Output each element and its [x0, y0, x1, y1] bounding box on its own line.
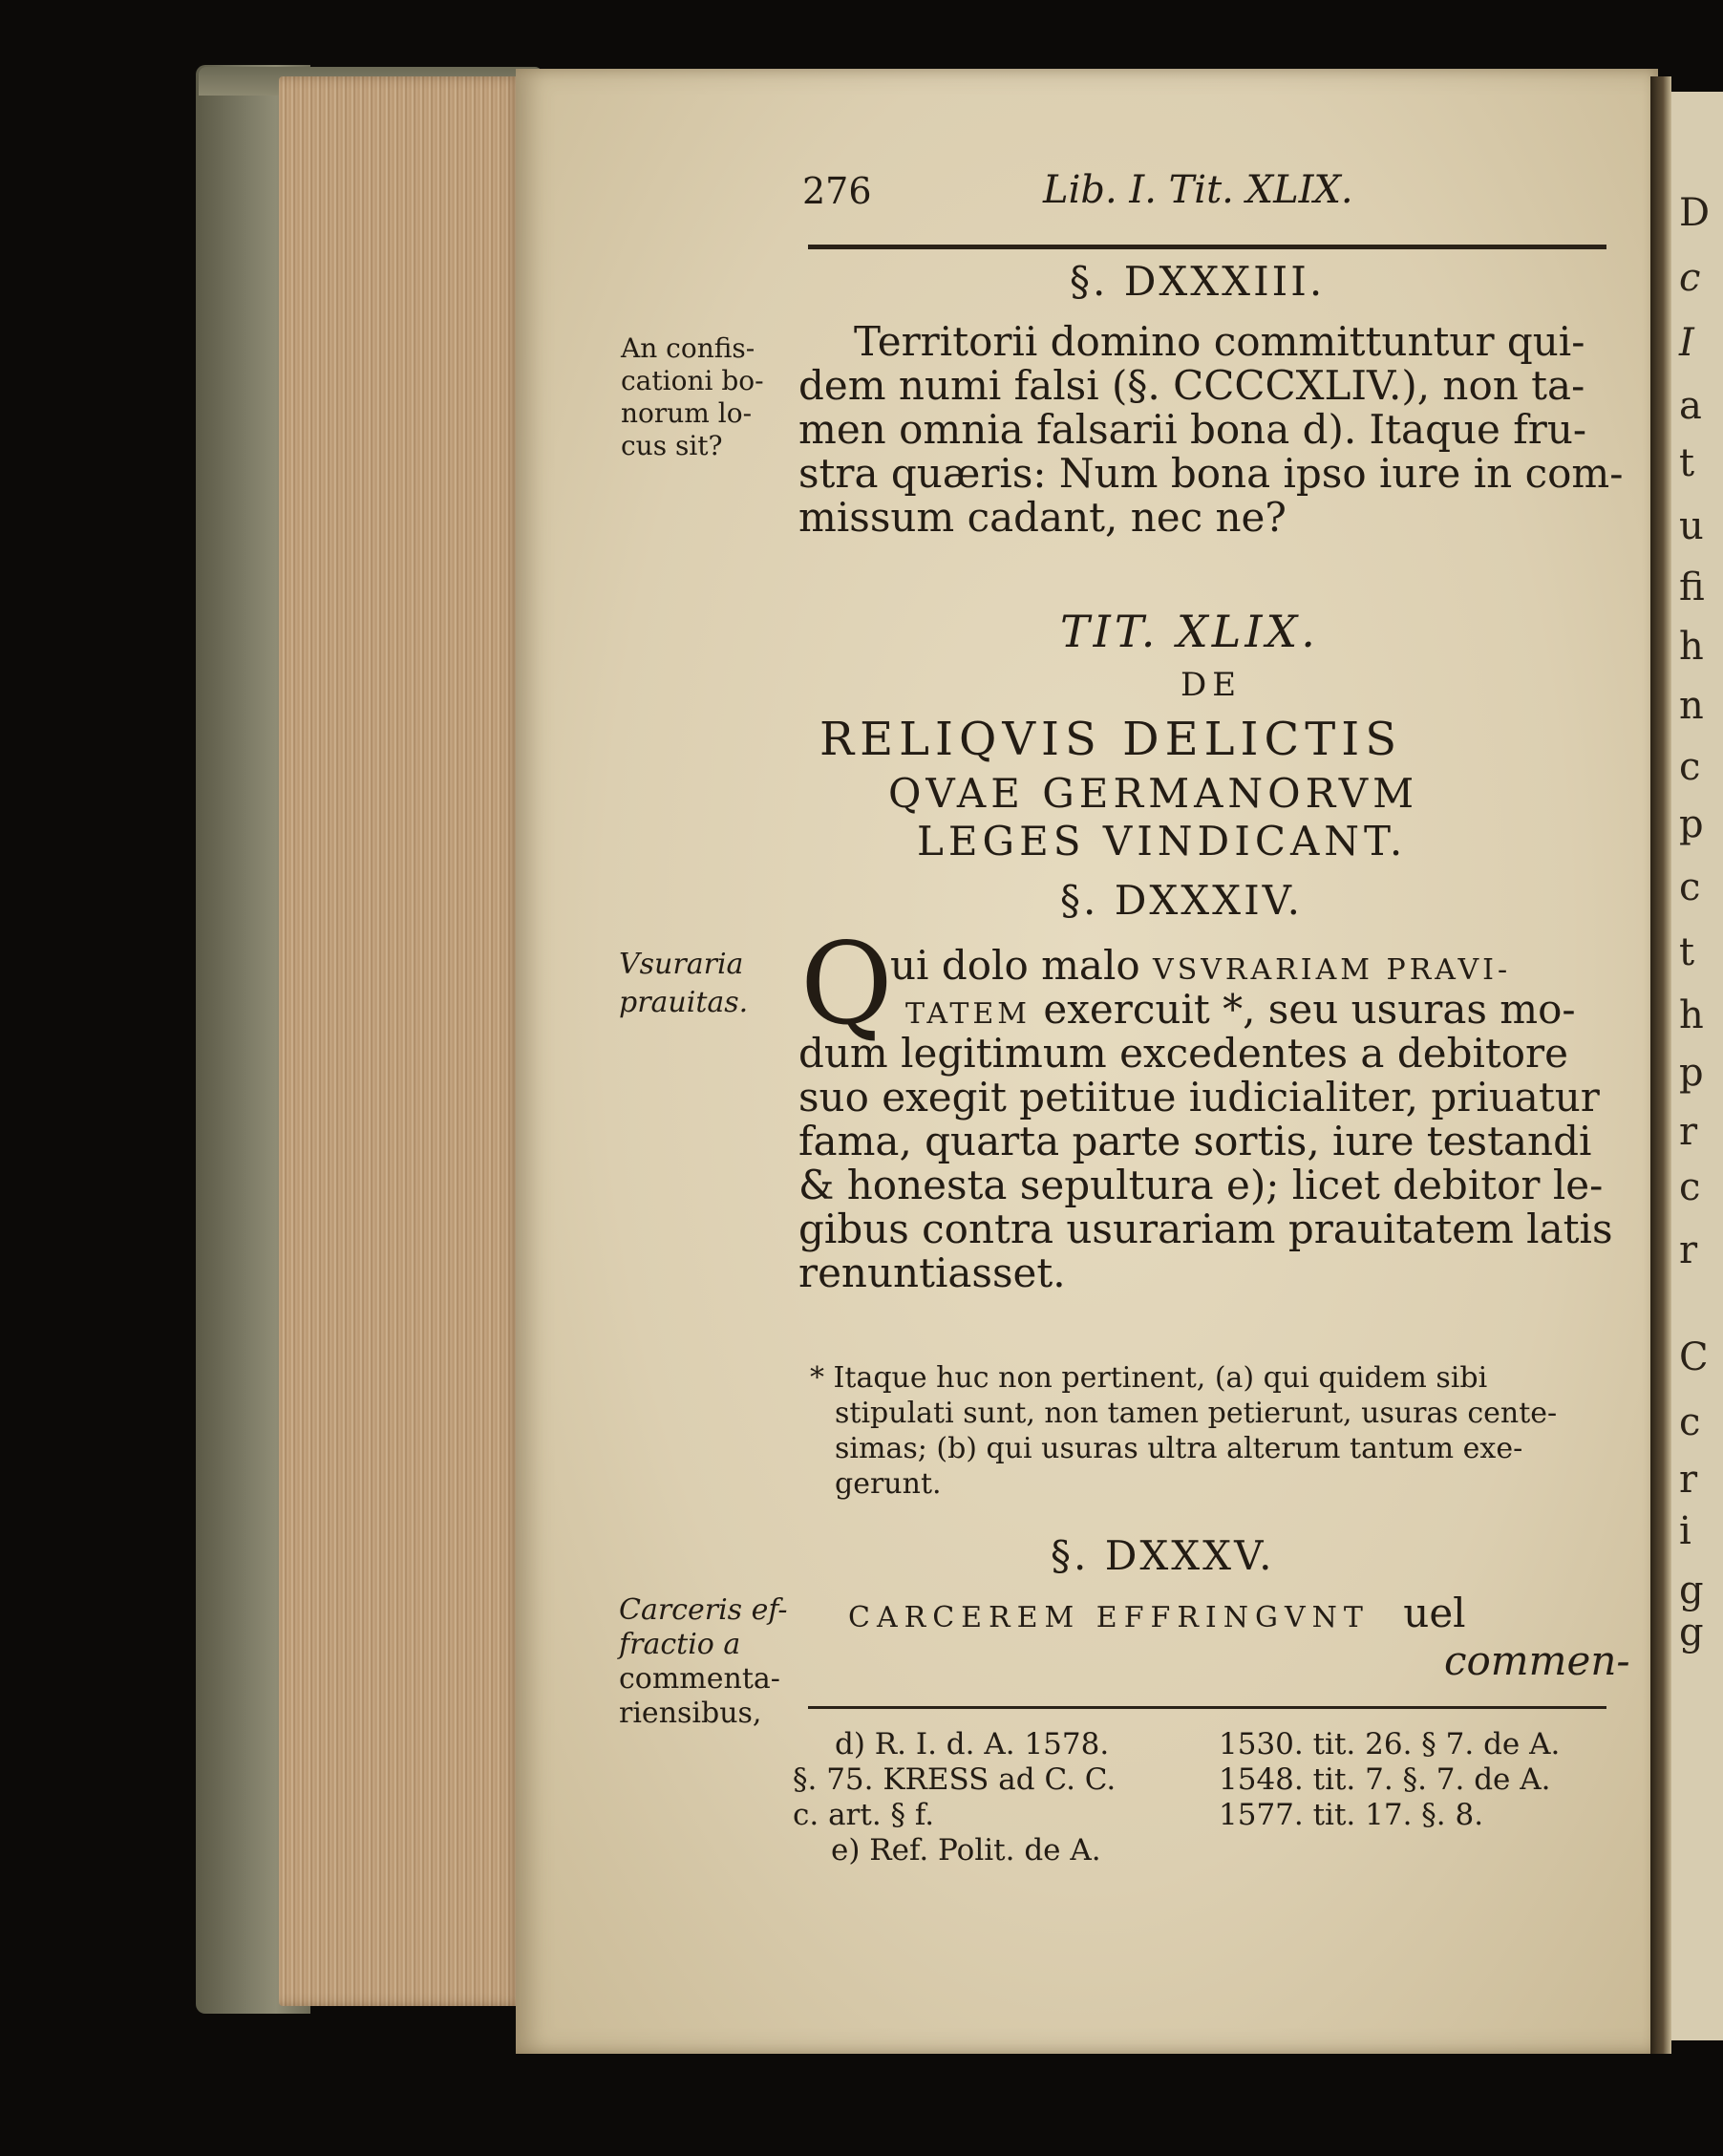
facing-page-letter: h	[1679, 993, 1704, 1037]
facing-page-letter: r	[1679, 1110, 1698, 1154]
margin-note-533: An confis- cationi bo- norum lo- cus sit?	[621, 332, 764, 461]
drop-cap: Q	[800, 918, 893, 1050]
facing-page-letter: r	[1679, 1458, 1698, 1502]
title-line-3: LEGES VINDICANT.	[917, 818, 1408, 865]
facing-page-letter: p	[1679, 802, 1704, 846]
facing-page-letter: c	[1679, 1400, 1701, 1444]
section-533-text: Territorii domino committuntur qui- dem numi falsi (§. CCCCXLIV.), non ta- men omnia falsarii bona d). Itaque fru- stra quæris: Num bona ipso iure in com- missum cadant, nec ne?	[798, 318, 1624, 541]
header-rule	[808, 245, 1606, 249]
facing-page-letter: D	[1679, 191, 1711, 235]
facing-page-letter: a	[1679, 384, 1702, 428]
facing-page-letter: g	[1679, 1611, 1704, 1654]
facing-page-letter: u	[1679, 504, 1704, 548]
title-line-2: QVAE GERMANORVM	[888, 770, 1419, 817]
facing-page-letter: I	[1679, 321, 1694, 365]
facing-page-letter: c	[1679, 1165, 1701, 1209]
section-535-number: §. DXXXV.	[1051, 1532, 1275, 1579]
title-number: TIT. XLIX.	[1060, 606, 1319, 657]
section-534-second-line: TATEM exercuit *, seu usuras mo-	[905, 986, 1576, 1033]
facing-page-letter: g	[1679, 1569, 1704, 1612]
footnotes-left: d) R. I. d. A. 1578. §. 75. KRESS ad C. C. c. art. § f. e) Ref. Polit. de A.	[793, 1727, 1117, 1868]
running-title: Lib. I. Tit. XLIX.	[1043, 168, 1353, 212]
section-534-text: dum legitimum excedentes a debitore suo exegit petiitue iudicialiter, priuatur fama, quarta parte sortis, iure testandi & honesta sepultura e); licet debitor le- gibus contra usurariam prauitatem latis renuntiasset.	[798, 1030, 1613, 1296]
section-533-number: §. DXXXIII.	[1070, 258, 1326, 305]
page-edges	[279, 76, 522, 2006]
footnote-rule	[808, 1706, 1606, 1709]
title-de: DE	[1181, 666, 1243, 704]
facing-page-letter: t	[1679, 930, 1695, 974]
facing-page-letter: c	[1679, 256, 1701, 300]
facing-page-letter: p	[1679, 1051, 1704, 1095]
facing-page-letter: c	[1679, 745, 1701, 789]
facing-page-letter: i	[1679, 1509, 1691, 1553]
section-535-first-line: CARCEREM EFFRINGVNT uel	[848, 1590, 1466, 1636]
facing-page-letter: C	[1679, 1335, 1709, 1379]
facing-page-letter: r	[1679, 1228, 1698, 1272]
facing-page-letter: fi	[1679, 566, 1705, 609]
catchword: commen-	[1444, 1637, 1630, 1684]
section-534-first-line: ui dolo malo VSVRARIAM PRAVI-	[890, 942, 1512, 989]
title-line-1: RELIQVIS DELICTIS	[819, 713, 1403, 766]
facing-page-letter: c	[1679, 865, 1701, 909]
facing-page-letter: h	[1679, 625, 1704, 669]
page-number: 276	[802, 170, 872, 212]
section-534-number: §. DXXXIV.	[1060, 877, 1304, 924]
facing-page-letter: n	[1679, 684, 1704, 728]
book-gutter	[1650, 76, 1671, 2054]
facing-page	[1671, 92, 1723, 2040]
facing-page-letter: t	[1679, 441, 1695, 485]
margin-note-534: Vsuraria prauitas.	[619, 948, 749, 1019]
footnotes-right: 1530. tit. 26. § 7. de A. 1548. tit. 7. §. 7. de A. 1577. tit. 17. §. 8.	[1219, 1727, 1561, 1832]
margin-note-535: Carceris ef- fractio a commenta- riensibus,	[619, 1593, 788, 1730]
section-534-footnote: * Itaque huc non pertinent, (a) qui quidem sibi stipulati sunt, non tamen petierunt, usuras cente- simas; (b) qui usuras ultra alterum tantum exe- gerunt.	[810, 1361, 1558, 1501]
